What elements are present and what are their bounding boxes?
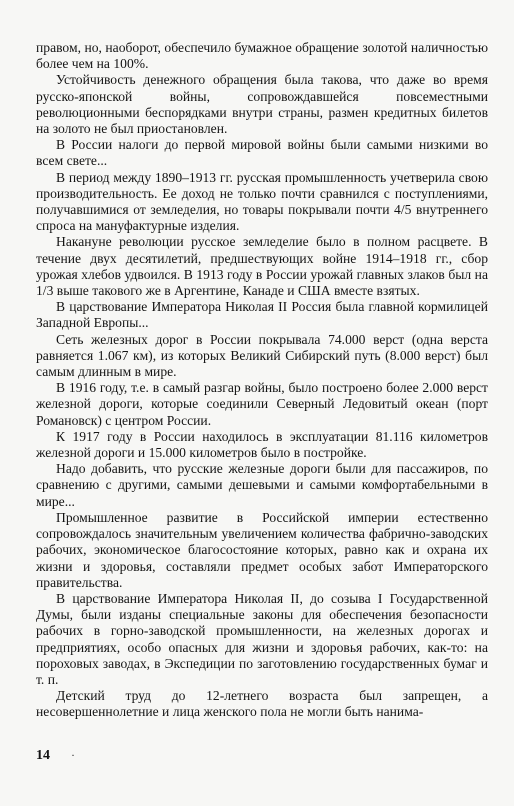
paragraph-6: В царствование Императора Николая II Россия была главной кормилицей Западной Европы... — [36, 299, 488, 331]
paragraph-9: К 1917 году в России находилось в эксплуатации 81.116 километров железной дороги и 15.000 километров было в постройке. — [36, 428, 488, 461]
paragraph-11: Промышленное развитие в Российской империи естественно сопровождалось значительным увеличением количества фабрично-заводских рабочих, экономическое благосостояние которых, равно как и охрана их жизни и здоровья, составляли предмет особых забот Императорского правительства. — [36, 509, 488, 590]
page-number: 14 — [36, 748, 50, 763]
paragraph-1: правом, но, наоборот, обеспечило бумажное обращение золотой наличностью более чем на 100%. — [36, 40, 488, 72]
paragraph-5: Накануне революции русское земледелие было в полном расцвете. В течение двух десятилетий, предшествующих войне 1914–1918 гг., сбор урожая хлебов удвоился. В 1913 году в России урожай главных злаков был на 1/3 выше такового же в Аргентине, Канаде и США вместе взятых. — [36, 234, 488, 299]
paragraph-2: Устойчивость денежного обращения была такова, что даже во время русско-японской войны, сопровождавшейся повсеместными революционными беспорядками внутри страны, размен кредитных билетов на золото не был приостановлен. — [36, 72, 488, 137]
paragraph-7: Сеть железных дорог в России покрывала 74.000 верст (одна верста равняется 1.067 км), из которых Великий Сибирский путь (8.000 верст) был самым длинным в мире. — [36, 331, 488, 380]
paragraph-13: Детский труд до 12-летнего возраста был запрещен, а несовершеннолетние и лица женского пола не могли быть нанима- — [36, 688, 488, 720]
paragraph-3: В России налоги до первой мировой войны были самыми низкими во всем свете... — [36, 137, 488, 169]
paragraph-12: В царствование Императора Николая II, до созыва I Государственной Думы, были изданы специальные законы для обеспечения безопасности рабочих в горно-заводской промышленности, на железных дорогах и предприятиях, особо опасных для жизни и здоровья рабочих, как-то: на пороховых заводах, в Экспедиции по заготовлению государственных бумаг и т. п. — [36, 590, 488, 687]
print-artifact-dot: · — [71, 748, 75, 762]
book-page-text — [36, 40, 488, 721]
paragraph-10: Надо добавить, что русские железные дороги были для пассажиров, по сравнению с другими, самыми дешевыми и самыми комфортабельными в мире... — [36, 461, 488, 509]
paragraph-4: В период между 1890–1913 гг. русская промышленность учетверила свою производительность. Ее доход не только почти сравнился с поступлениями, получавшимися от земледелия, но товары покрывали почти 4/5 внутреннего спроса на мануфактурные изделия. — [36, 169, 488, 234]
paragraph-8: В 1916 году, т.е. в самый разгар войны, было построено более 2.000 верст железной дороги, которые соединили Северный Ледовитый океан (порт Романовск) с центром России. — [36, 380, 488, 428]
